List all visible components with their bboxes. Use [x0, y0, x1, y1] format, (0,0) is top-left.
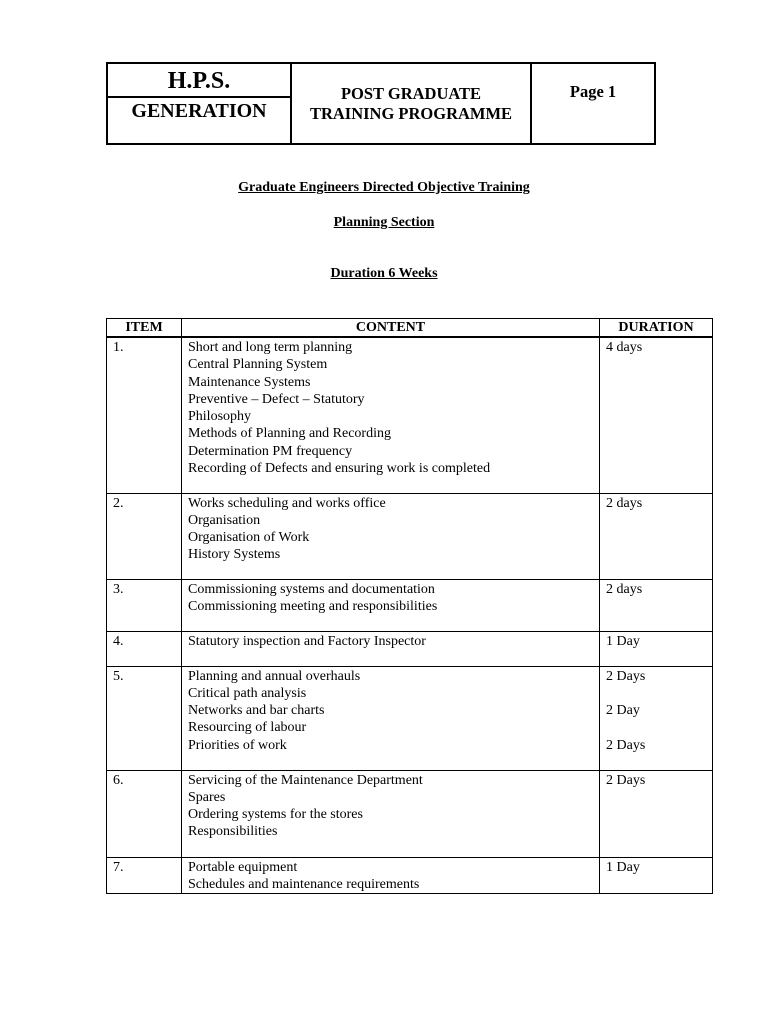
- duration-heading: Duration 6 Weeks: [330, 266, 438, 281]
- table-header-row: [107, 319, 713, 338]
- table-row: [107, 493, 713, 579]
- programme-line-2: TRAINING PROGRAMME: [309, 104, 513, 123]
- table-row: [107, 666, 713, 770]
- content-line: Planning and annual overhauls: [188, 668, 361, 684]
- content-line: Methods of Planning and Recording: [188, 426, 391, 442]
- duration-line: 2 Day: [606, 703, 640, 719]
- item-number: 5.: [107, 666, 182, 770]
- content-line: Resourcing of labour: [188, 720, 307, 736]
- column-header-duration: DURATION: [600, 319, 713, 338]
- column-header-content: CONTENT: [182, 319, 600, 338]
- duration-line: [606, 719, 706, 736]
- content-cell: [182, 493, 600, 579]
- item-number: 7.: [107, 857, 182, 894]
- content-line: Commissioning systems and documentation: [188, 581, 435, 597]
- org-name: H.P.S.: [108, 64, 290, 98]
- content-line: History Systems: [188, 547, 281, 563]
- duration-line: 1 Day: [606, 859, 640, 875]
- content-cell: [182, 631, 600, 666]
- duration-cell: [600, 857, 713, 894]
- table-row: [107, 579, 713, 631]
- content-line: Spares: [188, 789, 226, 805]
- content-cell: [182, 579, 600, 631]
- content-line: Preventive – Defect – Statutory: [188, 391, 365, 407]
- duration-cell: [600, 337, 713, 493]
- item-number: 1.: [107, 337, 182, 493]
- duration-line: [606, 685, 706, 702]
- duration-cell: [600, 631, 713, 666]
- duration-line: 2 Days: [606, 668, 646, 684]
- content-cell: [182, 666, 600, 770]
- item-number: 4.: [107, 631, 182, 666]
- duration-line: 1 Day: [606, 633, 640, 649]
- content-line: Priorities of work: [188, 737, 287, 753]
- duration-line: 4 days: [606, 340, 643, 355]
- content-line: Organisation: [188, 512, 261, 528]
- content-line: Determination PM frequency: [188, 443, 353, 459]
- table-row: [107, 857, 713, 894]
- org-cell: [108, 64, 292, 143]
- content-line: Statutory inspection and Factory Inspector: [188, 633, 426, 649]
- duration-cell: [600, 493, 713, 579]
- duration-cell: [600, 579, 713, 631]
- training-table: [106, 318, 713, 894]
- content-line: Responsibilities: [188, 824, 278, 840]
- column-header-item: ITEM: [107, 319, 182, 338]
- content-cell: [182, 337, 600, 493]
- header-box: [106, 62, 656, 145]
- duration-cell: [600, 666, 713, 770]
- content-line: Ordering systems for the stores: [188, 807, 363, 823]
- content-line: Organisation of Work: [188, 530, 310, 546]
- item-number: 6.: [107, 770, 182, 857]
- content-line: Works scheduling and works office: [188, 495, 386, 511]
- duration-line: 2 days: [606, 495, 643, 511]
- content-line: Servicing of the Maintenance Department: [188, 772, 423, 788]
- content-line: Central Planning System: [188, 357, 328, 373]
- content-line: Maintenance Systems: [188, 374, 311, 390]
- programme-cell: [292, 64, 532, 143]
- content-line: Recording of Defects and ensuring work is completed: [188, 461, 491, 477]
- content-line: Schedules and maintenance requirements: [188, 876, 420, 892]
- document-title: Graduate Engineers Directed Objective Training: [238, 180, 530, 195]
- programme-line-1: POST GRADUATE: [340, 84, 482, 103]
- page-label: Page 1: [569, 82, 617, 101]
- content-line: Critical path analysis: [188, 685, 307, 701]
- table-row: [107, 770, 713, 857]
- table-row: [107, 337, 713, 493]
- item-number: 3.: [107, 579, 182, 631]
- item-number: 2.: [107, 493, 182, 579]
- content-cell: [182, 857, 600, 894]
- duration-line: 2 Days: [606, 737, 646, 753]
- content-line: Philosophy: [188, 409, 252, 425]
- table-row: [107, 631, 713, 666]
- content-line: Commissioning meeting and responsibilities: [188, 598, 438, 614]
- content-line: Portable equipment: [188, 859, 298, 875]
- duration-line: 2 days: [606, 581, 643, 597]
- section-heading: Planning Section: [333, 215, 435, 230]
- org-sub: GENERATION: [131, 100, 267, 122]
- duration-line: 2 Days: [606, 772, 646, 788]
- content-line: Networks and bar charts: [188, 703, 325, 719]
- duration-cell: [600, 770, 713, 857]
- content-line: Short and long term planning: [188, 340, 353, 355]
- content-cell: [182, 770, 600, 857]
